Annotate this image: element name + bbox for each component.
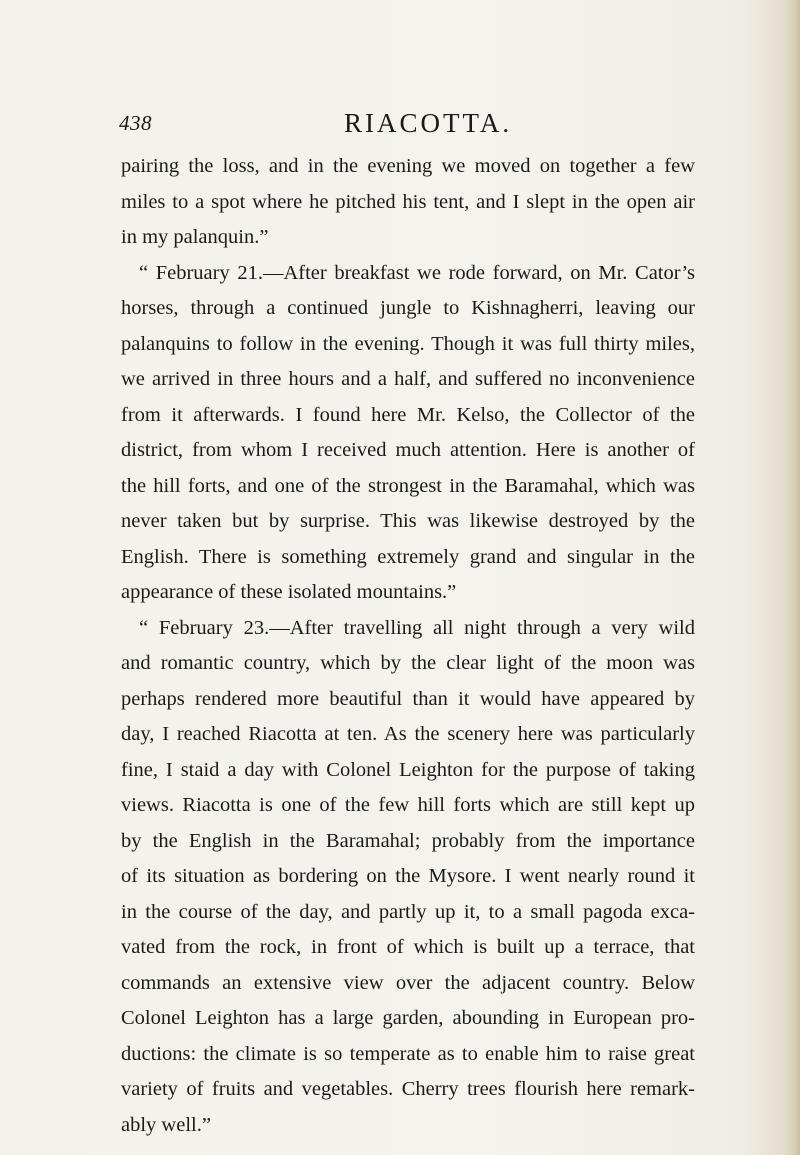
text-line: pairing the loss, and in the evening we moved on together a few [121, 155, 695, 177]
body-text [121, 149, 695, 1143]
text-line: variety of fruits and vegetables. Cherry trees flourish here remark- [121, 1078, 695, 1100]
text-line: from it afterwards. I found here Mr. Kelso, the Collector of the [121, 403, 695, 426]
text-line: vated from the rock, in front of which is built up a terrace, that [121, 936, 695, 958]
text-line: ably well.” [121, 1113, 211, 1136]
text-line: fine, I staid a day with Colonel Leighton for the purpose of taking [121, 758, 695, 781]
page-number: 438 [119, 111, 152, 135]
text-line: views. Riacotta is one of the few hill forts which are still kept up [121, 794, 695, 816]
text-line: perhaps rendered more beautiful than it would have appeared by [121, 687, 695, 710]
text-line: appearance of these isolated mountains.” [121, 581, 457, 603]
text-line: “ February 23.—After travelling all night through a very wild [139, 616, 695, 639]
text-line: the hill forts, and one of the strongest in the Baramahal, which was [121, 474, 695, 497]
text-line: commands an extensive view over the adjacent country. Below [121, 971, 695, 994]
text-line: by the English in the Baramahal; probably from the importance [121, 829, 695, 852]
text-line: “ February 21.—After breakfast we rode forward, on Mr. Cator’s [139, 261, 695, 284]
text-line: we arrived in three hours and a half, and suffered no inconvenience [121, 368, 695, 390]
text-line: in the course of the day, and partly up it, to a small pagoda exca- [121, 900, 695, 923]
text-line: of its situation as bordering on the Mysore. I went nearly round it [121, 865, 695, 887]
text-line: day, I reached Riacotta at ten. As the scenery here was particularly [121, 723, 695, 745]
text-line: ductions: the climate is so temperate as to enable him to raise great [121, 1042, 695, 1065]
running-head: RIACOTTA. [344, 108, 513, 138]
text-line: palanquins to follow in the evening. Though it was full thirty miles, [121, 332, 695, 355]
page-edge-shadow [786, 0, 800, 1155]
text-line: in my palanquin.” [121, 226, 269, 248]
text-line: district, from whom I received much attention. Here is another of [121, 439, 695, 461]
text-line: English. There is something extremely grand and singular in the [121, 545, 695, 568]
text-line: Colonel Leighton has a large garden, abounding in European pro- [121, 1007, 695, 1029]
text-line: and romantic country, which by the clear light of the moon was [121, 652, 695, 674]
text-line: miles to a spot where he pitched his tent, and I slept in the open air [121, 190, 695, 213]
text-line: horses, through a continued jungle to Kishnagherri, leaving our [121, 297, 695, 319]
page-header [0, 108, 800, 148]
text-line: never taken but by surprise. This was likewise destroyed by the [121, 510, 695, 532]
